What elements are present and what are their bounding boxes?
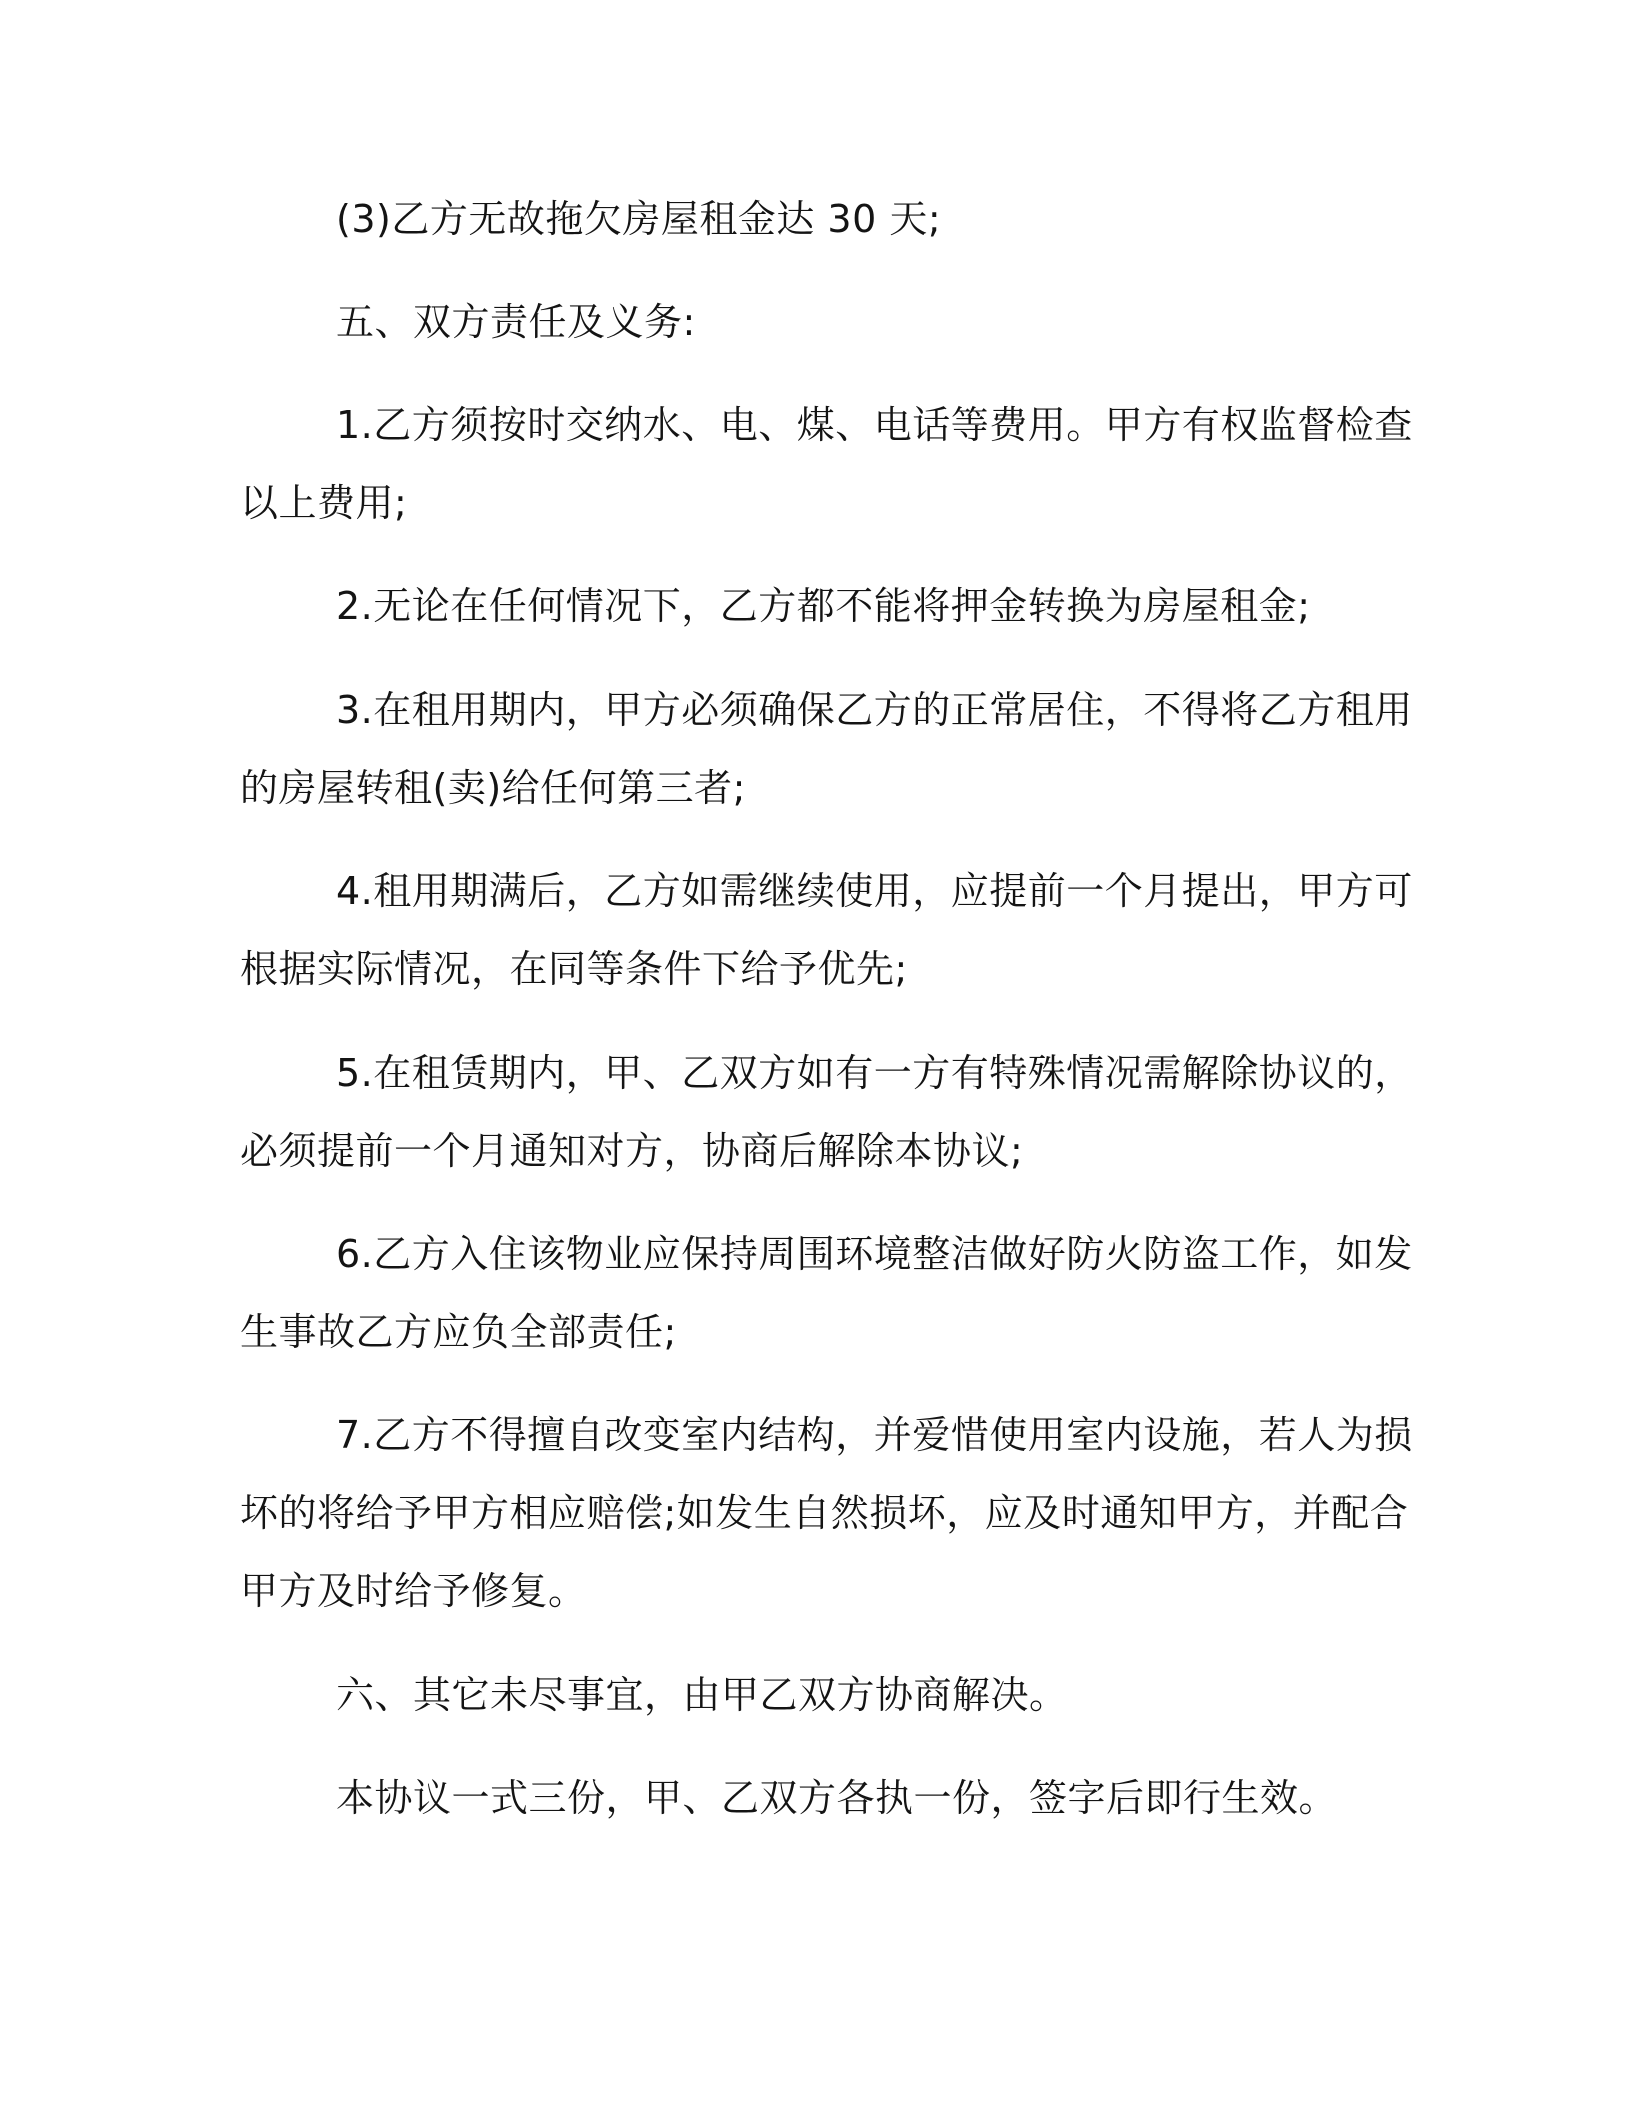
section-5-heading: 五、双方责任及义务: xyxy=(336,300,696,344)
item-7-line-3: 甲方及时给予修复。 xyxy=(240,1569,587,1613)
item-3-line-1: 3.在租用期内，甲方必须确保乙方的正常居住，不得将乙方租用 xyxy=(336,688,1413,732)
item-2-line-1: 2.无论在任何情况下，乙方都不能将押金转换为房屋租金; xyxy=(336,584,1311,628)
item-6-line-1: 6.乙方入住该物业应保持周围环境整洁做好防火防盗工作，如发 xyxy=(336,1232,1413,1276)
section-6-text: 六、其它未尽事宜，由甲乙双方协商解决。 xyxy=(336,1673,1068,1717)
item-3-line-2: 的房屋转租(卖)给任何第三者; xyxy=(240,766,746,810)
clause-4-item-3: (3)乙方无故拖欠房屋租金达 30 天; xyxy=(336,197,942,241)
item-5-line-2: 必须提前一个月通知对方，协商后解除本协议; xyxy=(240,1129,1024,1173)
item-1-line-1: 1.乙方须按时交纳水、电、煤、电话等费用。甲方有权监督检查 xyxy=(336,403,1413,447)
item-4-line-2: 根据实际情况，在同等条件下给予优先; xyxy=(240,947,908,991)
item-6-line-2: 生事故乙方应负全部责任; xyxy=(240,1310,677,1354)
item-7-line-2: 坏的将给予甲方相应赔偿;如发生自然损坏，应及时通知甲方，并配合 xyxy=(240,1491,1409,1535)
item-1-line-2: 以上费用; xyxy=(240,481,408,525)
closing-statement: 本协议一式三份，甲、乙双方各执一份，签字后即行生效。 xyxy=(336,1776,1338,1820)
item-4-line-1: 4.租用期满后，乙方如需继续使用，应提前一个月提出，甲方可 xyxy=(336,869,1413,913)
item-5-line-1: 5.在租赁期内，甲、乙双方如有一方有特殊情况需解除协议的， xyxy=(336,1051,1413,1095)
item-7-line-1: 7.乙方不得擅自改变室内结构，并爱惜使用室内设施，若人为损 xyxy=(336,1413,1413,1457)
